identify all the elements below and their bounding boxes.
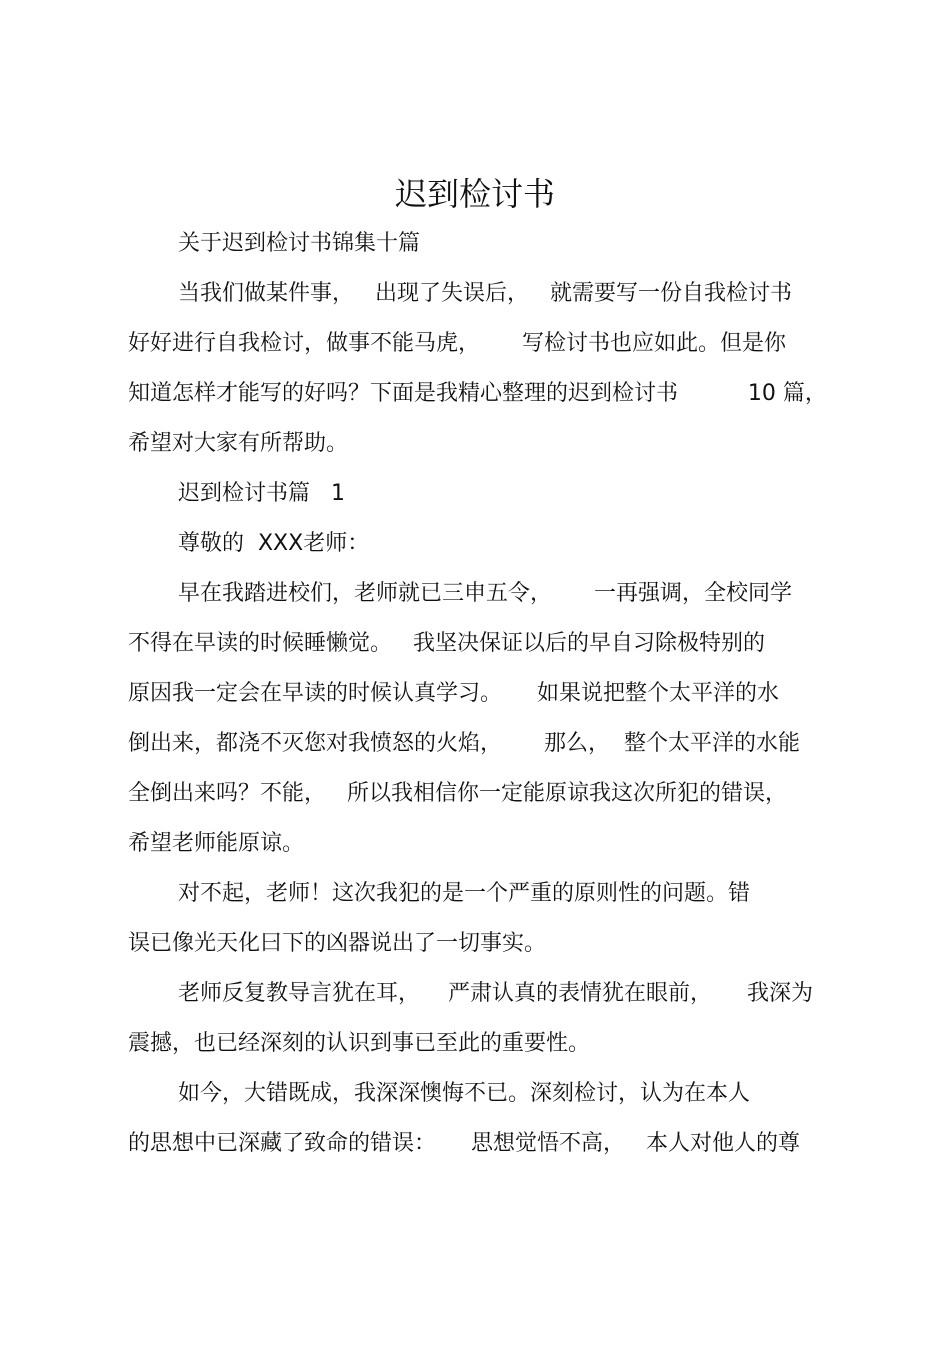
- section-heading: 迟到检讨书篇 1: [178, 481, 345, 506]
- paragraph-line: 如今，大错既成，我深深懊悔不已。深刻检讨，认为在本人: [178, 1081, 751, 1106]
- paragraph-line: 对不起，老师！这次我犯的是一个严重的原则性的问题。错: [178, 881, 751, 906]
- paragraph-line: 好好进行自我检讨，做事不能马虎， 写检讨书也应如此。但是你: [128, 331, 786, 356]
- paragraph-line: 全倒出来吗？不能， 所以我相信你一定能原谅我这次所犯的错误，: [128, 781, 787, 806]
- subtitle-line: 关于迟到检讨书锦集十篇: [178, 231, 421, 256]
- paragraph-line: 误已像光天化曰下的凶器说出了一切事实。: [128, 931, 547, 956]
- paragraph-line: 希望老师能原谅。: [128, 831, 305, 856]
- paragraph-line: 的思想中已深藏了致命的错误： 思想觉悟不高， 本人对他人的尊: [128, 1131, 800, 1156]
- paragraph-line: 早在我踏进校们，老师就已三申五令， 一再强调，全校同学: [178, 581, 792, 606]
- salutation: 尊敬的 XXX老师：: [178, 531, 370, 556]
- document-title: 迟到检讨书: [394, 175, 555, 213]
- paragraph-line: 当我们做某件事， 出现了失误后， 就需要写一份自我检讨书: [178, 281, 792, 306]
- paragraph-line: 老师反复教导言犹在耳， 严肃认真的表情犹在眼前， 我深为: [178, 981, 813, 1006]
- paragraph-line: 震撼，也已经深刻的认识到事已至此的重要性。: [128, 1031, 591, 1056]
- paragraph-line: 倒出来，都浇不灭您对我愤怒的火焰， 那么， 整个太平洋的水能: [128, 731, 800, 756]
- paragraph-line: 不得在早读的时候睡懒觉。 我坚决保证以后的早自习除极特别的: [128, 631, 765, 656]
- paragraph-line: 知道怎样才能写的好吗？下面是我精心整理的迟到检讨书 10 篇，: [128, 381, 827, 406]
- paragraph-line: 原因我一定会在早读的时候认真学习。 如果说把整个太平洋的水: [128, 681, 779, 706]
- paragraph-line: 希望对大家有所帮助。: [128, 431, 349, 456]
